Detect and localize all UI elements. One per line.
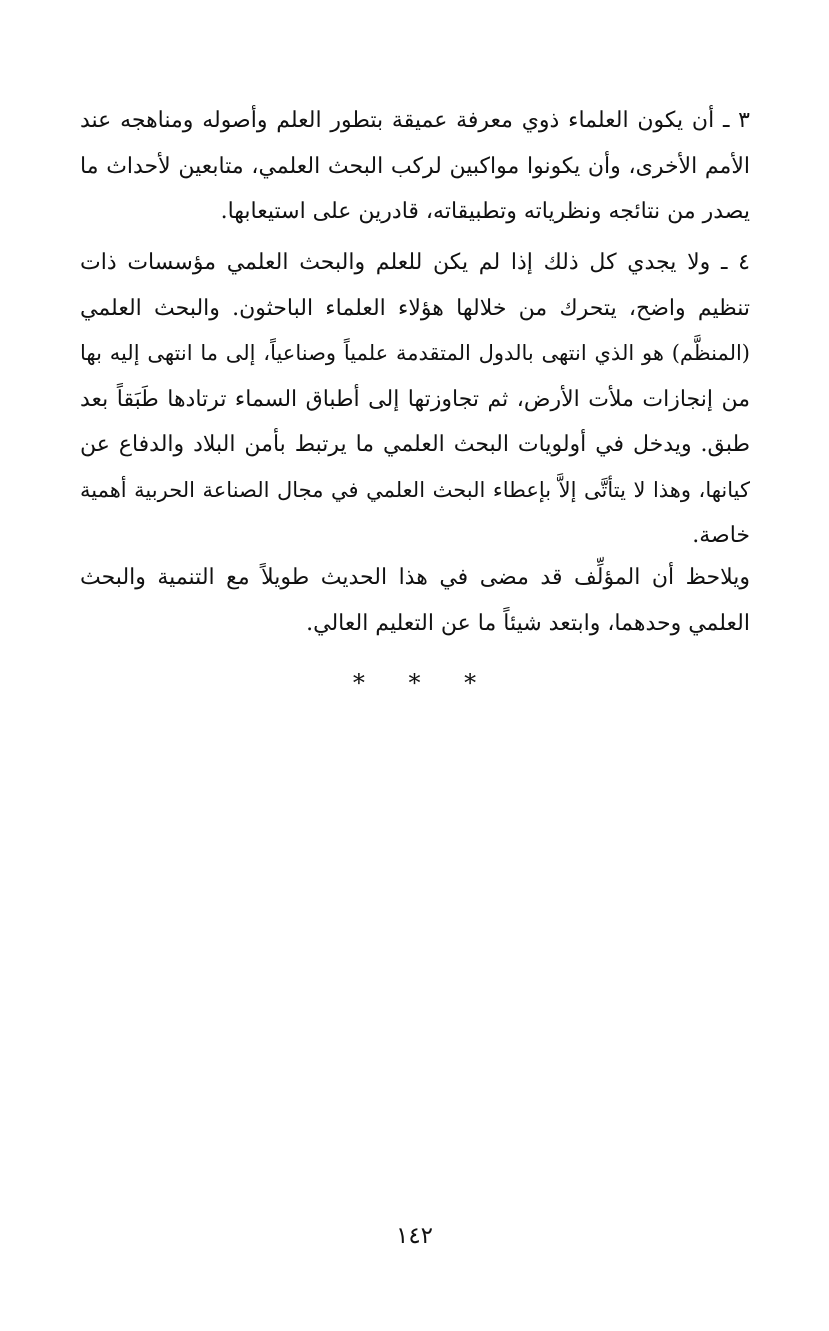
paragraph-author-note	[80, 555, 750, 646]
text-line: طبق. ويدخل في أولويات البحث العلمي ما يرتبط بأمن البلاد والدفاع عن	[80, 432, 750, 457]
page-number: ١٤٢	[395, 1223, 434, 1249]
text-line: يصدر من نتائجه ونظرياته وتطبيقاته، قادرين على استيعابها.	[220, 199, 750, 224]
asterisk-ornament: *	[352, 669, 365, 697]
text-line: تنظيم واضح، يتحرك من خلالها هؤلاء العلماء الباحثون. والبحث العلمي	[80, 295, 750, 321]
text-line: ٣ ـ أن يكون العلماء ذوي معرفة عميقة بتطور العلم وأصوله ومناهجه عند	[80, 108, 750, 133]
asterisk-ornament: *	[464, 669, 477, 697]
text-line: ٤ ـ ولا يجدي كل ذلك إذا لم يكن للعلم والبحث العلمي مؤسسات ذات	[80, 250, 750, 275]
text-line: ويلاحظ أن المؤلِّف قد مضى في هذا الحديث طويلاً مع التنمية والبحث	[80, 565, 750, 590]
paragraph-point-3	[80, 98, 750, 235]
text-line: خاصة.	[692, 523, 750, 548]
paragraph-point-4	[80, 240, 750, 559]
text-line: العلمي وحدهما، وابتعد شيئاً ما عن التعليم العالي.	[306, 610, 750, 636]
asterisk-ornament: *	[408, 669, 421, 697]
text-line: (المنظَّم) هو الذي انتهى بالدول المتقدمة علمياً وصناعياً، إلى ما انتهى إليه بها	[80, 341, 750, 365]
text-line: من إنجازات ملأت الأرض، ثم تجاوزتها إلى أطباق السماء ترتادها طَبَقاً بعد	[80, 386, 750, 412]
section-separator	[0, 668, 829, 698]
text-line: الأمم الأخرى، وأن يكونوا مواكبين لركب البحث العلمي، متابعين لأحداث ما	[80, 153, 750, 179]
text-line: كيانها، وهذا لا يتأتَّى إلاَّ بإعطاء البحث العلمي في مجال الصناعة الحربية أهمية	[80, 477, 750, 502]
